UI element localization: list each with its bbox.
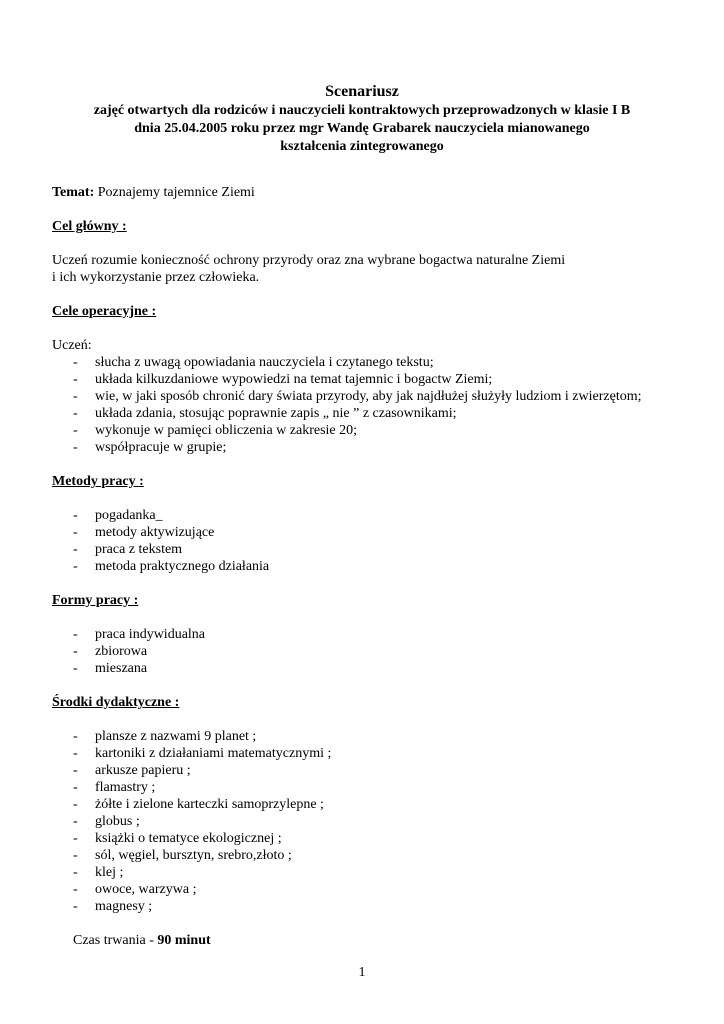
operational-goals-list (52, 354, 712, 456)
methods-list (52, 507, 712, 575)
document-header (0, 82, 724, 156)
subtitle-line-1: zajęć otwartych dla rodziców i nauczycieli kontraktowych przeprowadzonych w klasie I B (93, 103, 631, 118)
dash-marker: - (73, 355, 78, 370)
document-body (52, 184, 712, 949)
operational-goals-intro: Uczeń: (52, 338, 92, 353)
list-item: - praca indywidualna (73, 627, 206, 642)
dash-marker: - (73, 797, 78, 812)
dash-marker: - (73, 814, 78, 829)
operational-goals-heading: Cele operacyjne : (52, 304, 157, 319)
page-number: 1 (358, 965, 366, 980)
list-item: - książki o tematyce ekologicznej ; (73, 831, 282, 846)
list-item: - arkusze papieru ; (73, 763, 191, 778)
forms-list (52, 626, 712, 677)
dash-marker: - (73, 780, 78, 795)
list-item: - metoda praktycznego działania (73, 559, 270, 574)
list-item: - słucha z uwagą opowiadania nauczyciela i czytanego tekstu; (73, 355, 434, 370)
teaching-aids-heading: Środki dydaktyczne : (52, 695, 180, 710)
teaching-aids-list (52, 728, 712, 915)
duration-label: Czas trwania - (73, 933, 154, 948)
dash-marker: - (73, 372, 78, 387)
dash-marker: - (73, 746, 78, 761)
list-item: - żółte i zielone karteczki samoprzylepne ; (73, 797, 324, 812)
dash-marker: - (73, 389, 78, 404)
dash-marker: - (73, 899, 78, 914)
list-item: - układa zdania, stosując poprawnie zapis „ nie ” z czasownikami; (73, 406, 457, 421)
list-item: - magnesy ; (73, 899, 153, 914)
list-item: - flamastry ; (73, 780, 156, 795)
dash-marker: - (73, 627, 78, 642)
list-item: - klej ; (73, 865, 124, 880)
main-goal-line-1: Uczeń rozumie konieczność ochrony przyrody oraz zna wybrane bogactwa naturalne Ziemi (52, 253, 566, 268)
dash-marker: - (73, 848, 78, 863)
dash-marker: - (73, 729, 78, 744)
subtitle-line-3: kształcenia zintegrowanego (280, 139, 444, 154)
dash-marker: - (73, 542, 78, 557)
list-item: - owoce, warzywa ; (73, 882, 197, 897)
list-item: - układa kilkuzdaniowe wypowiedzi na temat tajemnic i bogactw Ziemi; (73, 372, 493, 387)
topic-value: Poznajemy tajemnice Ziemi (97, 185, 255, 200)
list-item: - sól, węgiel, bursztyn, srebro,złoto ; (73, 848, 292, 863)
list-item: - kartoniki z działaniami matematycznymi ; (73, 746, 332, 761)
dash-marker: - (73, 423, 78, 438)
dash-marker: - (73, 559, 78, 574)
list-item: - pogadanka_ (73, 508, 163, 523)
list-item: - plansze z nazwami 9 planet ; (73, 729, 257, 744)
methods-heading: Metody pracy : (52, 474, 144, 489)
list-item: - metody aktywizujące (73, 525, 215, 540)
main-goal-line-2: i ich wykorzystanie przez człowieka. (52, 270, 260, 285)
main-goal-heading: Cel główny : (52, 219, 127, 234)
duration-value: 90 minut (157, 933, 211, 948)
list-item: - zbiorowa (73, 644, 148, 659)
dash-marker: - (73, 763, 78, 778)
dash-marker: - (73, 440, 78, 455)
dash-marker: - (73, 882, 78, 897)
list-item: - praca z tekstem (73, 542, 183, 557)
dash-marker: - (73, 525, 78, 540)
topic (52, 184, 712, 201)
dash-marker: - (73, 831, 78, 846)
list-item: - wykonuje w pamięci obliczenia w zakresie 20; (73, 423, 358, 438)
dash-marker: - (73, 406, 78, 421)
dash-marker: - (73, 865, 78, 880)
duration (52, 932, 712, 949)
forms-heading: Formy pracy : (52, 593, 139, 608)
list-item: - globus ; (73, 814, 140, 829)
dash-marker: - (73, 661, 78, 676)
list-item: - mieszana (73, 661, 148, 676)
dash-marker: - (73, 508, 78, 523)
list-item: - wie, w jaki sposób chronić dary świata przyrody, aby jak najdłużej służyły ludziom i zwierzętom; (73, 389, 642, 404)
list-item: - współpracuje w grupie; (73, 440, 227, 455)
subtitle-line-2: dnia 25.04.2005 roku przez mgr Wandę Grabarek nauczyciela mianowanego (134, 121, 590, 136)
topic-label: Temat: (52, 185, 95, 200)
dash-marker: - (73, 644, 78, 659)
document-title: Scenariusz (325, 83, 399, 100)
